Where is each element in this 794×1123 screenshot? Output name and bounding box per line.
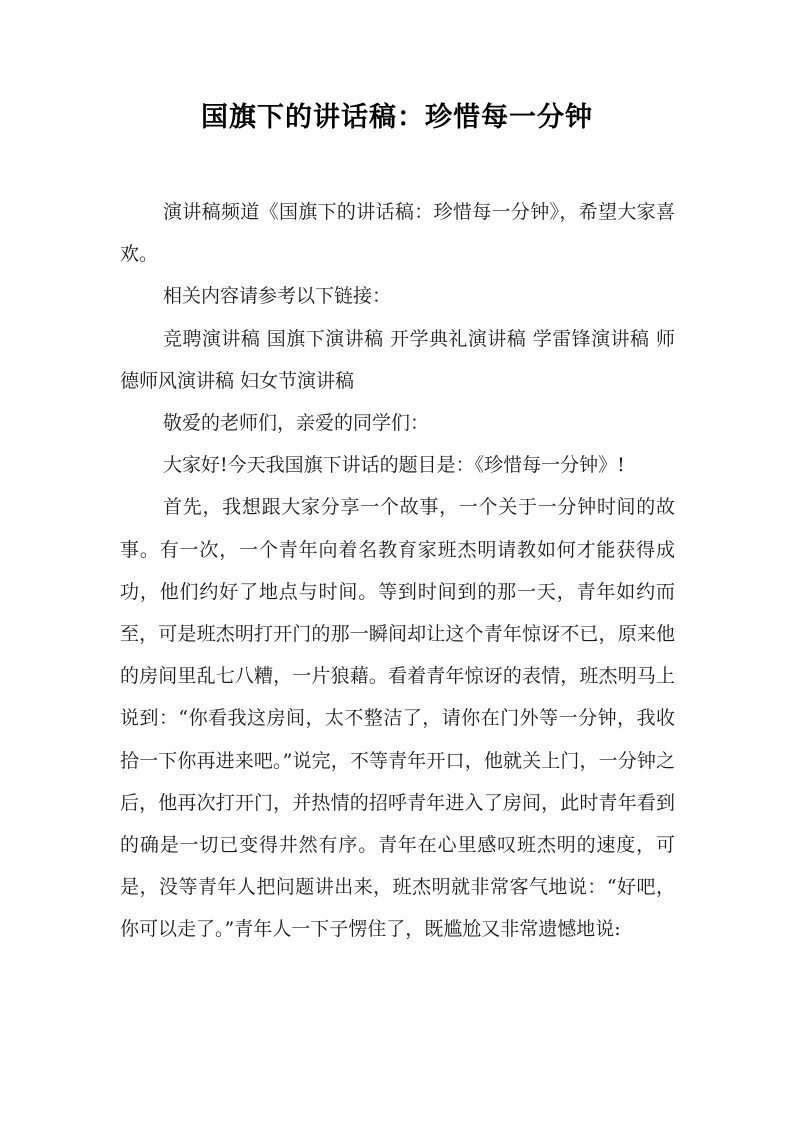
story-paragraph: 首先，我想跟大家分享一个故事，一个关于一分钟时间的故事。有一次，一个青年向着名教育家班杰明请教如何才能获得成功，他们约好了地点与时间。等到时间到的那一天，青年如约而至，可是班杰明打开门的那一瞬间却让这个青年惊讶不已，原来他的房间里乱七八糟，一片狼藉。看着青年惊讶的表情，班杰明马上说到：“你看我这房间，太不整洁了，请你在门外等一分钟，我收拾一下你再进来吧。”说完，不等青年开口，他就关上门，一分钟之后，他再次打开门，并热情的招呼青年进入了房间，此时青年看到的确是一切已变得井然有序。青年在心里感叹班杰明的速度，可是，没等青年人把问题讲出来，班杰明就非常客气地说：“好吧，你可以走了。”青年人一下子愣住了，既尴尬又非常遗憾地说: — [120, 496, 675, 941]
greeting-paragraph: 大家好!今天我国旗下讲话的题目是：《珍惜每一分钟》! — [163, 454, 625, 477]
document-body — [120, 191, 675, 951]
document-title: 国旗下的讲话稿：珍惜每一分钟 — [201, 102, 593, 133]
salutation-paragraph: 敬爱的老师们，亲爱的同学们： — [163, 412, 430, 435]
related-links-list: 竞聘演讲稿 国旗下演讲稿 开学典礼演讲稿 学雷锋演讲稿 师德师风演讲稿 妇女节演讲稿 — [120, 327, 675, 392]
related-links-label: 相关内容请参考以下链接： — [163, 285, 392, 308]
intro-paragraph: 演讲稿频道《国旗下的讲话稿：珍惜每一分钟》，希望大家喜欢。 — [120, 201, 675, 266]
